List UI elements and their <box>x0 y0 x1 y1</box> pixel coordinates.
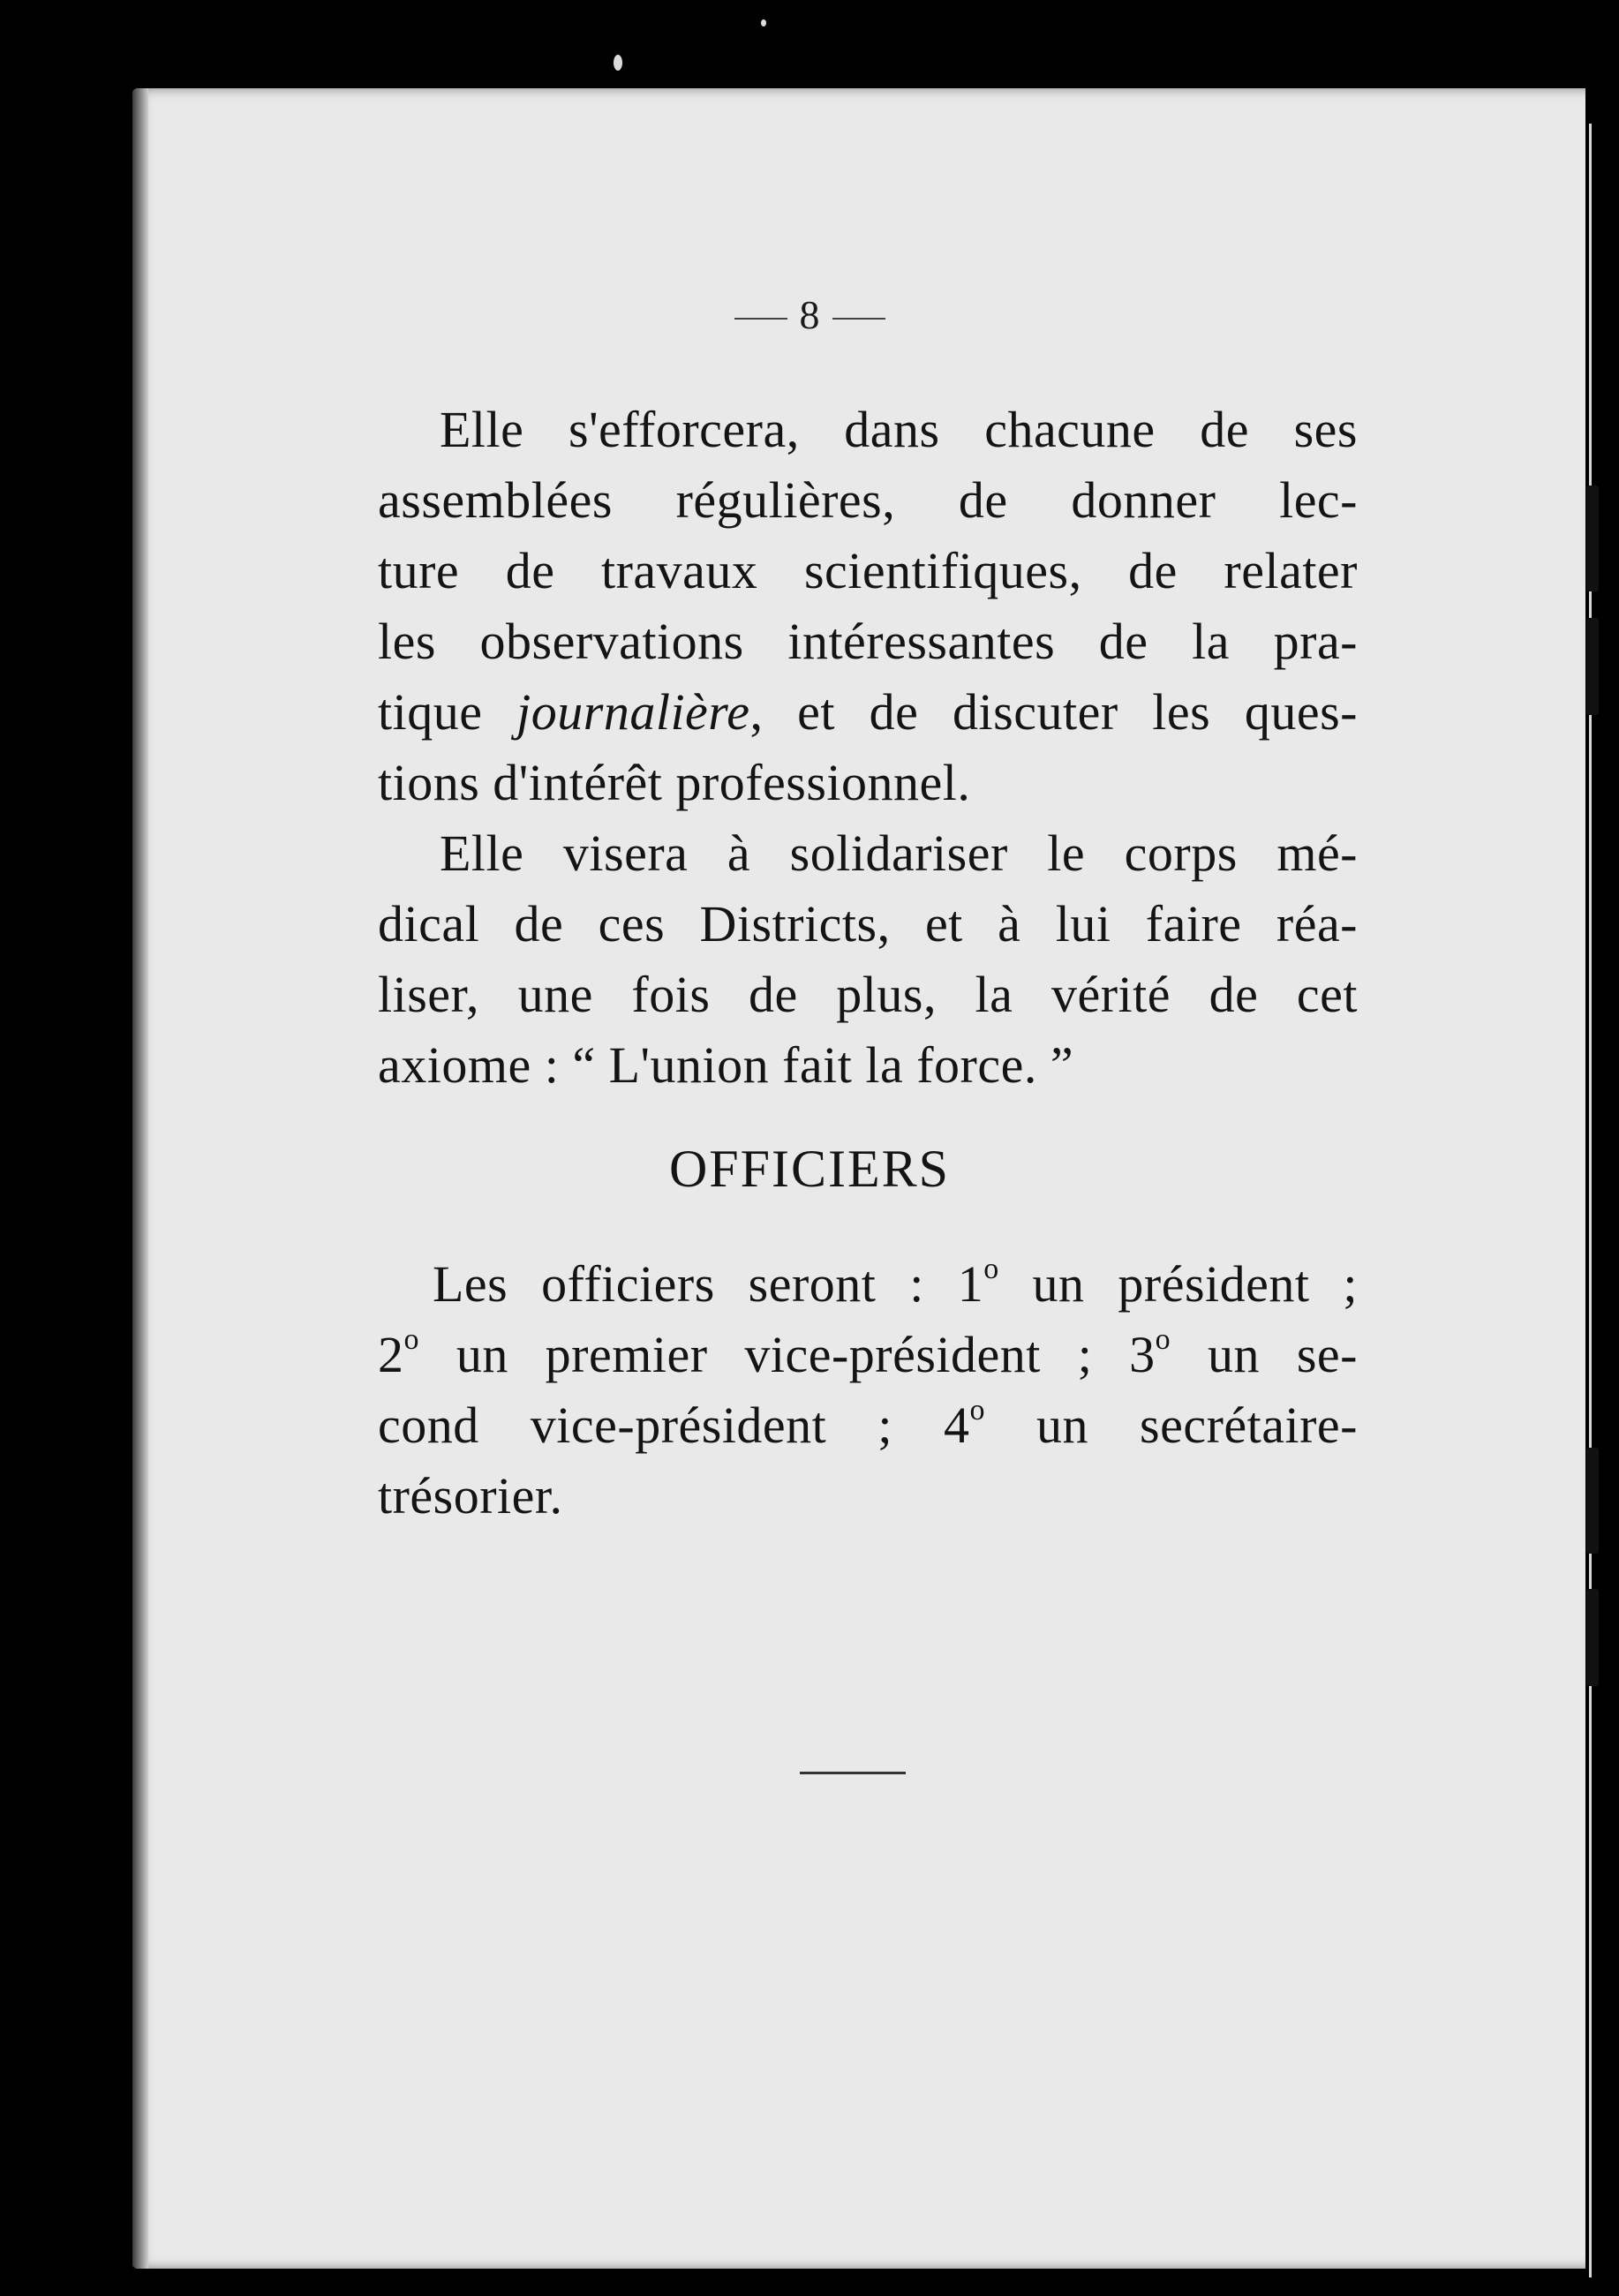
folio-dash <box>734 318 787 320</box>
scan-speck <box>761 19 766 26</box>
ordinal-mark: o <box>403 1322 419 1356</box>
page-number <box>0 291 1619 338</box>
text-line: Elle visera à solidariser le corps mé- <box>440 824 1358 882</box>
text-segment: Les officiers seront : 1 <box>433 1255 984 1313</box>
text-line: liser, une fois de plus, la vérité de cet <box>378 966 1358 1023</box>
ordinal-mark: o <box>1155 1322 1171 1356</box>
page-number-text: 8 <box>799 292 820 337</box>
folio-dash <box>832 318 885 320</box>
end-rule <box>800 1772 906 1774</box>
text-line <box>378 1390 1358 1461</box>
text-segment: tique <box>378 683 517 741</box>
paragraph-2 <box>378 818 1358 1101</box>
italic-word: journalière <box>516 683 750 741</box>
text-segment: , et de discuter les ques- <box>749 683 1358 741</box>
text-line: trésorier. <box>378 1467 563 1524</box>
text-segment: un premier vice-président ; 3 <box>419 1326 1156 1383</box>
text-line: ture de travaux scientifiques, de relater <box>378 542 1358 599</box>
text-line: tions d'intérêt professionnel. <box>378 754 971 811</box>
scan-speck <box>614 55 622 71</box>
text-segment: un secrétaire- <box>984 1396 1358 1454</box>
edge-mark <box>1586 486 1599 591</box>
text-segment: 2 <box>378 1326 404 1383</box>
section-heading: OFFICIERS <box>668 1140 951 1198</box>
edge-mark <box>1586 618 1599 715</box>
paragraph-1 <box>378 395 1358 818</box>
text-line: assemblées régulières, de donner lec- <box>378 471 1358 529</box>
facing-page-edge <box>1589 124 1592 2277</box>
ordinal-mark: o <box>969 1393 985 1427</box>
text-segment: un se- <box>1171 1326 1358 1383</box>
text-segment: un président ; <box>998 1255 1358 1313</box>
text-line: axiome : “ L'union fait la force. ” <box>378 1036 1074 1094</box>
edge-mark <box>1586 1589 1599 1686</box>
paragraph-3 <box>378 1249 1358 1532</box>
text-line <box>378 677 1358 748</box>
text-line: les observations intéressantes de la pra- <box>378 613 1358 670</box>
text-line <box>378 1249 1358 1320</box>
edge-mark <box>1586 1448 1599 1554</box>
text-line: Elle s'efforcera, dans chacune de ses <box>440 401 1358 458</box>
text-line <box>378 1320 1358 1390</box>
text-line: dical de ces Districts, et à lui faire réa- <box>378 895 1358 952</box>
text-segment: cond vice-président ; 4 <box>378 1396 970 1454</box>
ordinal-mark: o <box>983 1252 999 1285</box>
